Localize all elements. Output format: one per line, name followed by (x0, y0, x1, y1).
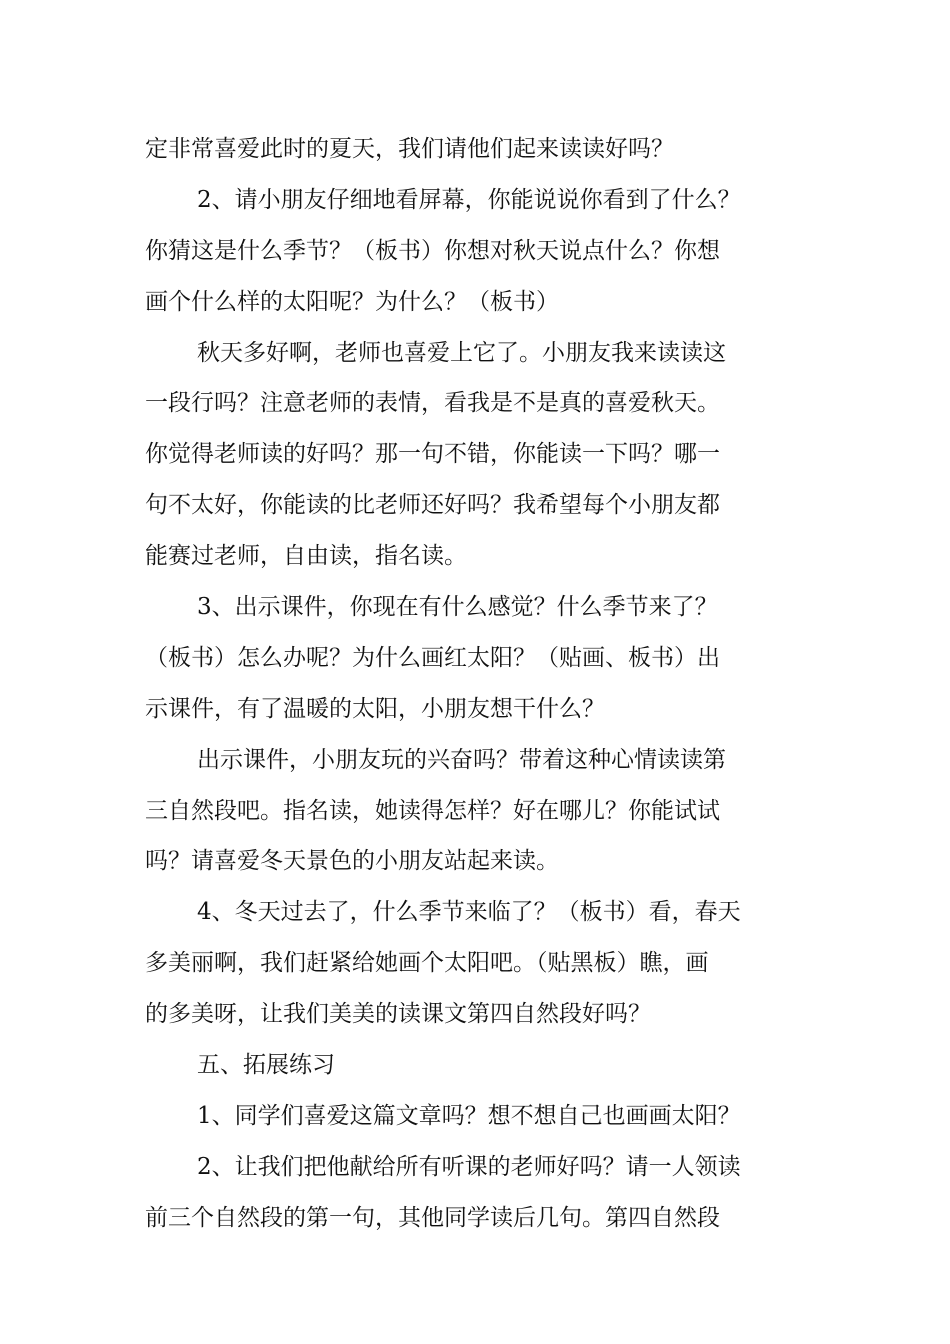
text-line: 前三个自然段的第一句，其他同学读后几句。第四自然段 (145, 1204, 720, 1231)
text-line: 画个什么样的太阳呢？为什么？（板书） (145, 288, 559, 315)
text-line: 多美丽啊，我们赶紧给她画个太阳吧。（贴黑板）瞧，画 (145, 950, 709, 977)
text-line: 你猜这是什么季节？（板书）你想对秋天说点什么？你想 (145, 237, 720, 264)
text-line: 出示课件，小朋友玩的兴奋吗？带着这种心情读读第 (197, 746, 726, 773)
text-line: 你觉得老师读的好吗？那一句不错，你能读一下吗？哪一 (145, 441, 720, 468)
text-line: 示课件，有了温暖的太阳，小朋友想干什么？ (145, 695, 605, 722)
text-line: 3、出示课件，你现在有什么感觉？什么季节来了？ (197, 594, 718, 621)
text-line: 1、同学们喜爱这篇文章吗？想不想自己也画画太阳？ (197, 1102, 741, 1129)
text-line: 三自然段吧。指名读，她读得怎样？好在哪儿？你能试试 (145, 797, 720, 824)
document-body (145, 126, 810, 1246)
text-line: 4、冬天过去了，什么季节来临了？（板书）看，春天 (197, 899, 741, 926)
section-heading: 五、拓展练习 (197, 1052, 335, 1079)
text-line: 能赛过老师，自由读，指名读。 (145, 543, 467, 570)
text-line: 的多美呀，让我们美美的读课文第四自然段好吗？ (145, 1001, 651, 1028)
text-line: 句不太好，你能读的比老师还好吗？我希望每个小朋友都 (145, 492, 720, 519)
text-line: 一段行吗？注意老师的表情，看我是不是真的喜爱秋天。 (145, 390, 720, 417)
text-line: （板书）怎么办呢？为什么画红太阳？（贴画、板书）出 (145, 644, 720, 671)
text-line: 定非常喜爱此时的夏天，我们请他们起来读读好吗？ (145, 136, 674, 162)
text-line: 秋天多好啊，老师也喜爱上它了。小朋友我来读读这 (197, 339, 726, 366)
text-line: 吗？请喜爱冬天景色的小朋友站起来读。 (145, 848, 559, 875)
text-line: 2、让我们把他献给所有听课的老师好吗？请一人领读 (197, 1153, 741, 1180)
text-line: 2、请小朋友仔细地看屏幕，你能说说你看到了什么？ (197, 186, 741, 213)
